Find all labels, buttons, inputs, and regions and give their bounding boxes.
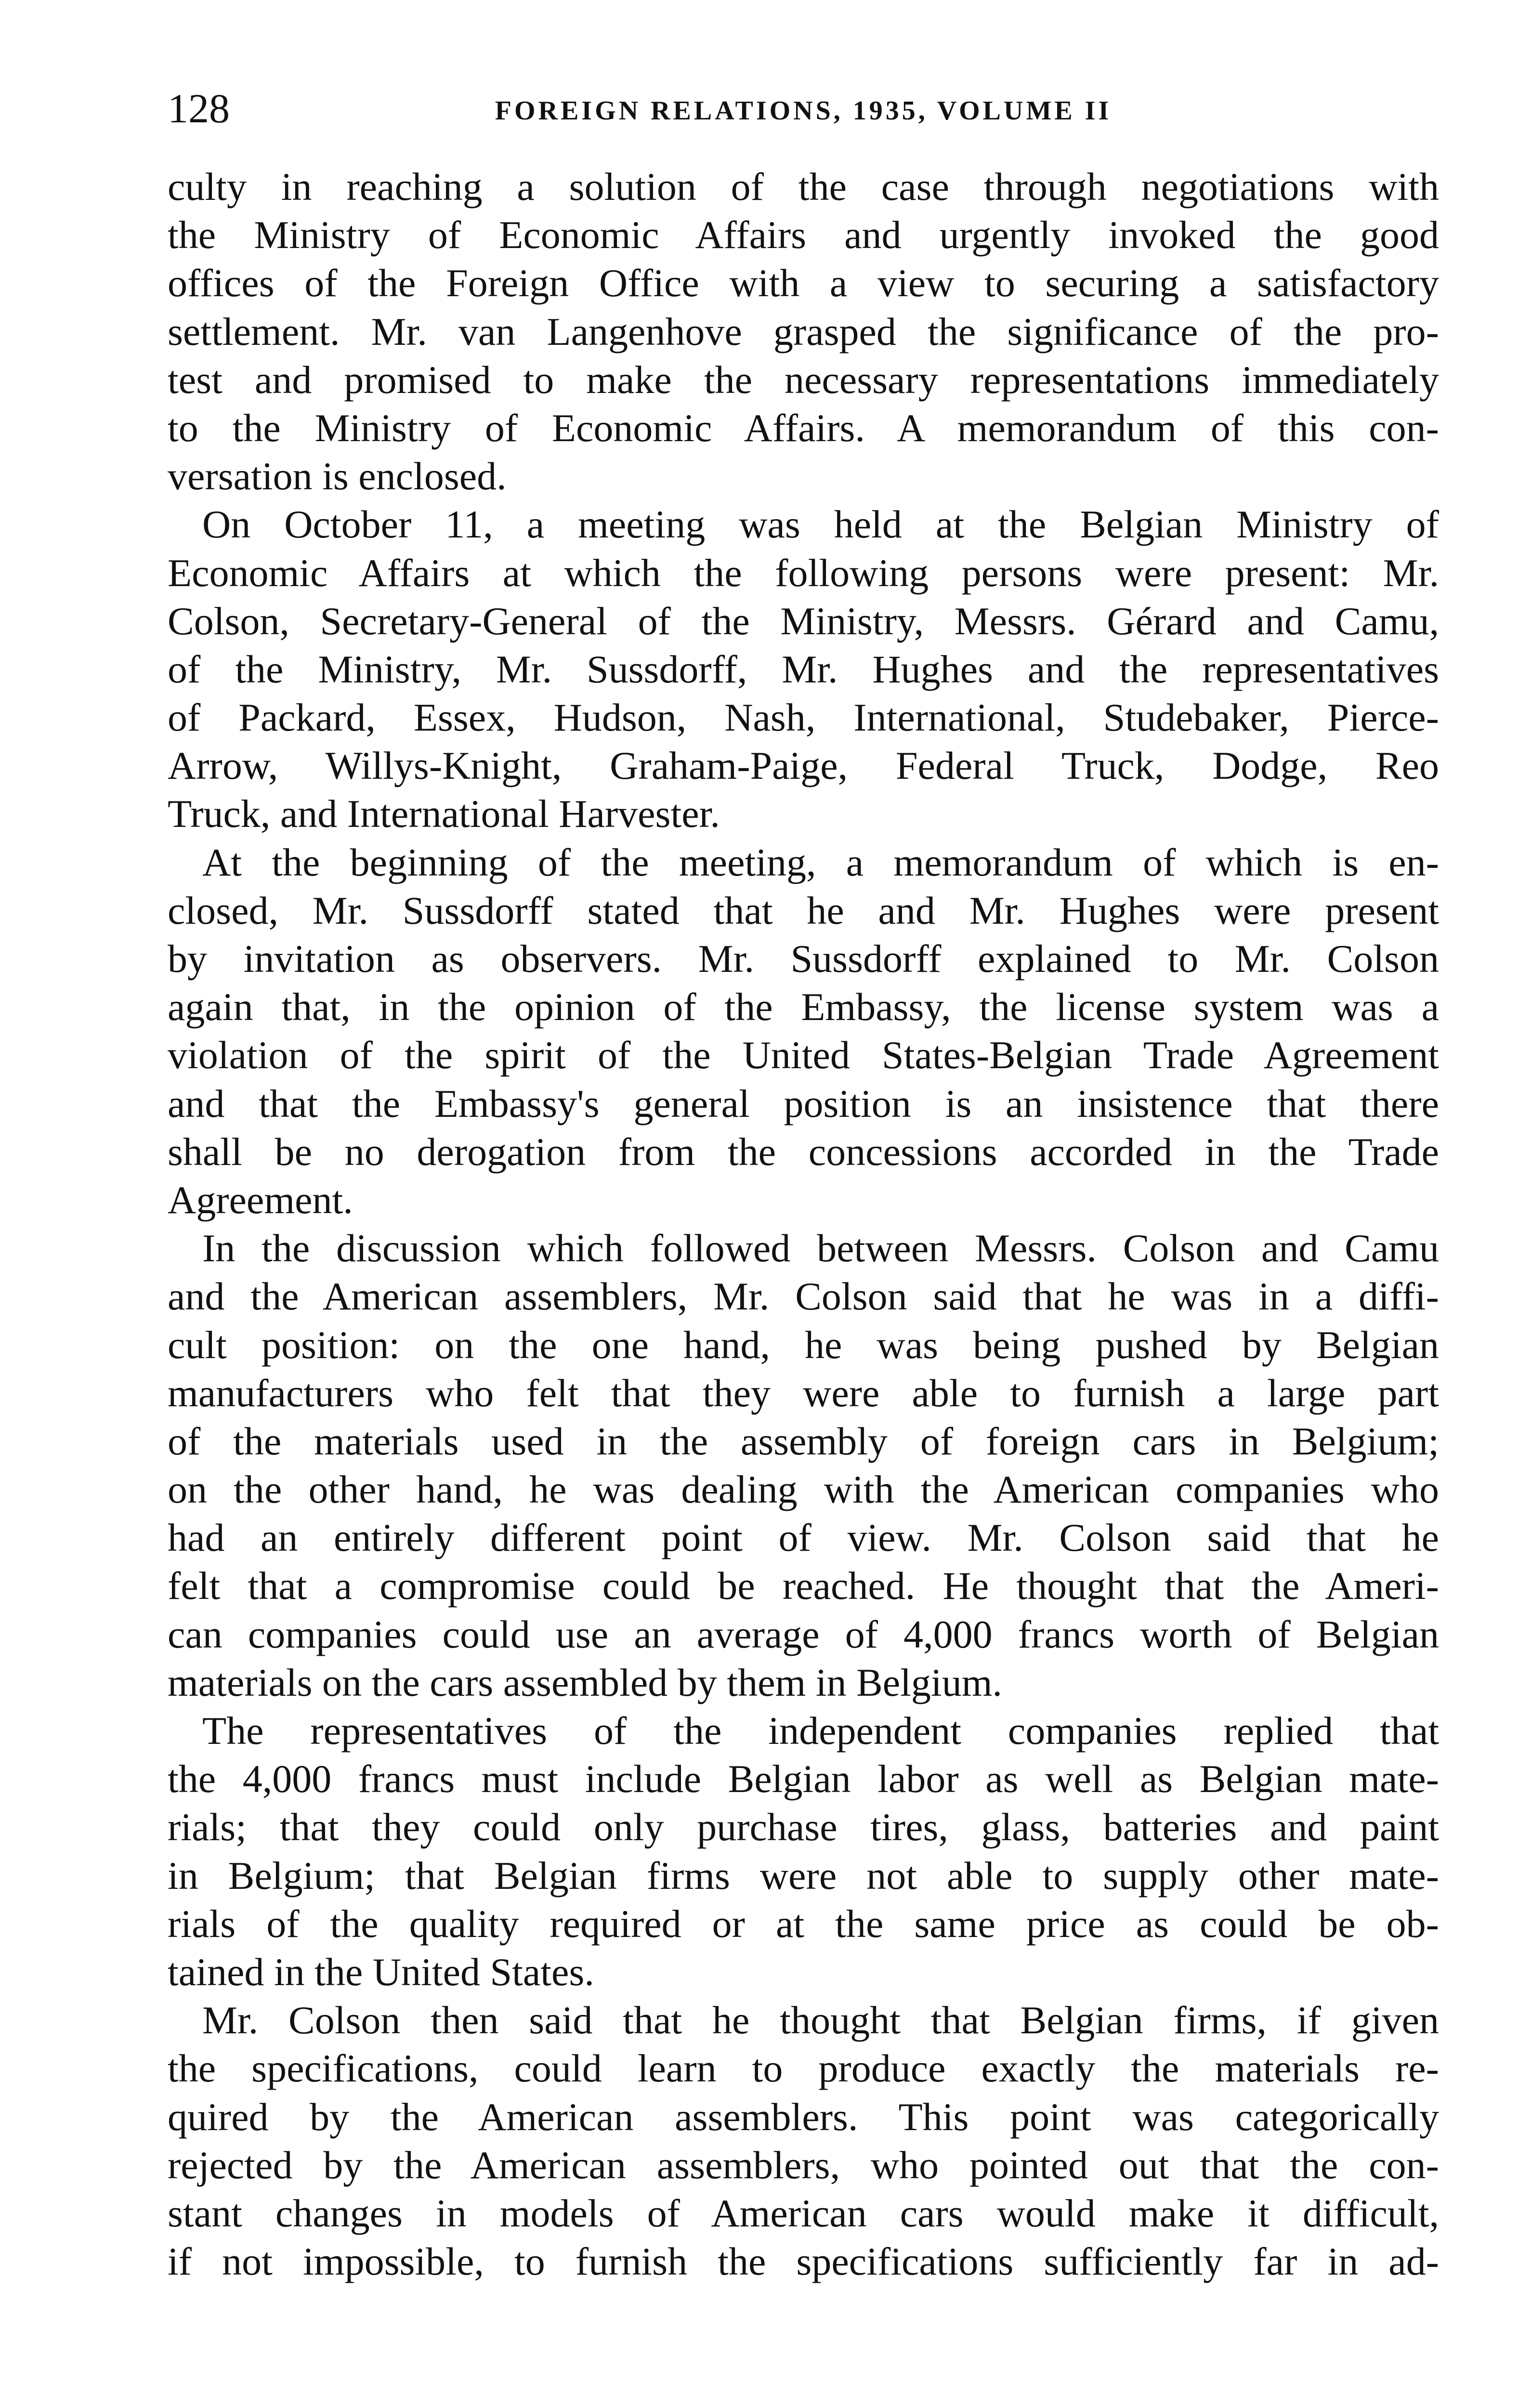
text-line: of the materials used in the assembly of foreign cars in Belgium;: [168, 1419, 1439, 1463]
paragraph-2: [168, 500, 1439, 838]
text-line: had an entirely different point of view. Mr. Colson said that he: [168, 1516, 1439, 1560]
text-line: on the other hand, he was dealing with the American companies who: [168, 1467, 1439, 1512]
text-line: and that the Embassy's general position is an insistence that there: [168, 1081, 1439, 1125]
paragraph-3: [168, 838, 1439, 1225]
text-line: the specifications, could learn to produce exactly the materials re-: [168, 2046, 1439, 2091]
running-head: FOREIGN RELATIONS, 1935, VOLUME II: [495, 96, 1112, 126]
text-line: culty in reaching a solution of the case through negotiations with: [168, 165, 1439, 209]
paragraph-5: [168, 1707, 1439, 1996]
text-line: offices of the Foreign Office with a view to securing a satisfactory: [168, 261, 1439, 305]
text-line: manufacturers who felt that they were able to furnish a large part: [168, 1371, 1439, 1415]
text-line: In the discussion which followed between Messrs. Colson and Camu: [202, 1226, 1439, 1270]
text-line: Arrow, Willys-Knight, Graham-Paige, Federal Truck, Dodge, Reo: [168, 744, 1439, 788]
text-line: materials on the cars assembled by them in Belgium.: [168, 1660, 1002, 1704]
text-line: At the beginning of the meeting, a memorandum of which is en-: [202, 840, 1439, 884]
text-line: stant changes in models of American cars would make it difficult,: [168, 2191, 1439, 2235]
text-line: rials of the quality required or at the same price as could be ob-: [168, 1901, 1439, 1946]
text-line: quired by the American assemblers. This point was categorically: [168, 2094, 1439, 2139]
text-line: the Ministry of Economic Affairs and urgently invoked the good: [168, 213, 1439, 257]
text-line: can companies could use an average of 4,000 francs worth of Belgian: [168, 1612, 1439, 1656]
text-line: Truck, and International Harvester.: [168, 792, 720, 836]
text-line: by invitation as observers. Mr. Sussdorff explained to Mr. Colson: [168, 937, 1439, 981]
text-line: in Belgium; that Belgian firms were not able to supply other mate-: [168, 1853, 1439, 1898]
text-line: settlement. Mr. van Langenhove grasped the significance of the pro-: [168, 309, 1439, 353]
page-header: [168, 82, 1439, 140]
text-line: Mr. Colson then said that he thought that Belgian firms, if given: [202, 1998, 1439, 2042]
text-line: if not impossible, to furnish the specifications sufficiently far in ad-: [168, 2239, 1439, 2284]
paragraph-4: [168, 1224, 1439, 1707]
text-line: The representatives of the independent companies replied that: [202, 1709, 1439, 1753]
text-line: to the Ministry of Economic Affairs. A memorandum of this con-: [168, 406, 1439, 450]
text-line: Agreement.: [168, 1178, 353, 1222]
text-line: tained in the United States.: [168, 1950, 594, 1994]
text-line: test and promised to make the necessary representations immediately: [168, 357, 1439, 402]
text-line: of the Ministry, Mr. Sussdorff, Mr. Hughes and the representatives: [168, 647, 1439, 691]
text-line: felt that a compromise could be reached. He thought that the Ameri-: [168, 1564, 1439, 1608]
text-line: Colson, Secretary-General of the Ministry, Messrs. Gérard and Camu,: [168, 599, 1439, 643]
text-line: Economic Affairs at which the following persons were present: Mr.: [168, 550, 1439, 595]
paragraph-6: [168, 1996, 1439, 2286]
text-line: rials; that they could only purchase tires, glass, batteries and paint: [168, 1805, 1439, 1849]
text-line: On October 11, a meeting was held at the Belgian Ministry of: [202, 502, 1439, 547]
text-line: cult position: on the one hand, he was being pushed by Belgian: [168, 1322, 1439, 1367]
text-line: shall be no derogation from the concessions accorded in the Trade: [168, 1129, 1439, 1174]
text-line: the 4,000 francs must include Belgian labor as well as Belgian mate-: [168, 1757, 1439, 1801]
text-line: and the American assemblers, Mr. Colson said that he was in a diffi-: [168, 1274, 1439, 1319]
text-line: rejected by the American assemblers, who pointed out that the con-: [168, 2143, 1439, 2187]
page-number: 128: [168, 85, 230, 131]
paragraph-1: [168, 163, 1439, 500]
body-text: [168, 163, 1439, 2286]
text-line: closed, Mr. Sussdorff stated that he and Mr. Hughes were present: [168, 888, 1439, 932]
text-line: again that, in the opinion of the Embassy, the license system was a: [168, 985, 1439, 1029]
text-line: violation of the spirit of the United States-Belgian Trade Agreement: [168, 1033, 1439, 1077]
text-line: of Packard, Essex, Hudson, Nash, International, Studebaker, Pierce-: [168, 695, 1439, 740]
text-line: versation is enclosed.: [168, 454, 507, 498]
